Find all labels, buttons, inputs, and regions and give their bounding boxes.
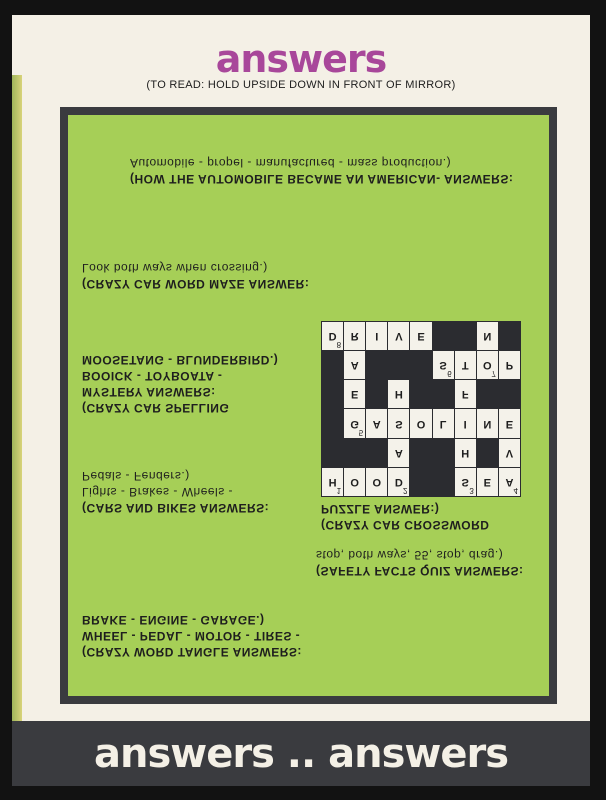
safety-answer-block [316,547,524,579]
crossword-number: 3 [469,485,474,495]
crossword-block [433,468,454,496]
crossword-heading-2: PUZZLE ANSWER:) [321,502,440,516]
crossword-cell [433,351,454,379]
crossword-block [366,351,387,379]
crossword-letter: O [416,417,426,430]
spelling-line-4: MOOSETANG - BLUNDERBIRD.) [82,353,279,367]
spelling-answer-block [82,352,278,416]
automobile-answer: Automobile - propel - manufactured - mass production.) [130,156,452,170]
crossword-block [388,351,409,379]
crossword-cell [366,468,387,496]
crossword-cell [410,409,431,437]
page-title: answers [215,37,387,81]
crossword-letter: L [439,417,447,430]
crossword-block [322,409,343,437]
crossword-letter: H [461,446,470,459]
crossword-cell [344,468,365,496]
crossword-cell [477,322,498,350]
crossword-cell [344,380,365,408]
page [12,15,590,786]
crossword-block [366,439,387,467]
crossword-letter: O [350,475,359,488]
crossword-cell [477,409,498,437]
crossword-number: 5 [358,427,364,437]
crossword-letter: D [394,475,403,488]
crossword-cell [388,322,409,350]
crossword-letter: A [505,475,514,488]
crossword-heading-1: (CRAZY CAR CROSSWORD [321,518,490,532]
page-edge-decoration [12,75,22,775]
crossword-letter: A [372,417,381,430]
crossword-block [366,380,387,408]
crossword-letter: G [350,417,359,430]
crossword-number: 6 [447,369,452,379]
crossword-letter: F [461,388,469,401]
crossword-block [455,322,476,350]
crossword-letter: A [394,446,403,459]
crossword-cell [388,439,409,467]
answers-panel [68,115,549,696]
crossword-letter: H [328,475,337,488]
crossword-cell [366,409,387,437]
bikes-line-2: Lights - Brakes - Wheels - [82,485,234,499]
crossword-letter: A [350,359,359,372]
footer-title: answers .. answers [93,731,509,777]
crossword-letter: I [375,330,379,343]
crossword-block [410,439,431,467]
crossword-cell [410,322,431,350]
crossword-letter: S [439,359,447,372]
spelling-line-1: (CRAZY CAR SPELLING [82,401,230,415]
bikes-line-3: Pedals - Fenders.) [82,469,190,483]
crossword-letter: T [461,359,469,372]
crossword-letter: H [394,388,403,401]
crossword-cell [344,322,365,350]
crossword-cell [499,468,520,496]
crossword-block [344,439,365,467]
tangle-heading: (CRAZY WORD TANGLE ANSWERS: [82,645,302,659]
crossword-cell [455,468,476,496]
crossword-cell [499,351,520,379]
crossword-grid [321,321,521,497]
tangle-line-3: BRAKE - ENGINE - GARAGE.) [82,613,265,627]
crossword-cell [455,351,476,379]
crossword-letter: E [483,475,491,488]
crossword-number: 7 [491,369,496,379]
crossword-letter: V [505,446,514,459]
answers-panel-frame [60,107,557,704]
maze-answer-block [82,260,309,292]
crossword-letter: V [395,330,403,343]
crossword-cell [388,468,409,496]
crossword-block [322,380,343,408]
crossword-number: 2 [402,485,408,495]
crossword-letter: O [483,359,492,372]
crossword-letter: O [372,475,382,488]
spelling-line-3: BOOICK - TOYBOATA - [82,369,223,383]
crossword-block [477,380,498,408]
crossword-heading-block [321,501,489,533]
crossword-cell [388,380,409,408]
crossword-letter: E [350,388,359,401]
automobile-answer-block [130,155,513,187]
crossword-block [410,468,431,496]
crossword-cell [433,409,454,437]
bikes-answer-block [82,468,269,516]
crossword-cell [344,409,365,437]
footer-band [12,721,590,786]
crossword-letter: N [483,330,492,343]
crossword-letter: S [395,417,403,430]
safety-answer: stop, both ways, 55, stop, drag.) [316,548,504,562]
crossword-letter: S [461,475,469,488]
crossword-block [322,439,343,467]
tangle-answer-block [82,612,302,660]
crossword-cell [455,439,476,467]
crossword-cell [344,351,365,379]
crossword-letter: D [328,330,337,343]
crossword-cell [477,468,498,496]
crossword-cell [455,409,476,437]
safety-heading: (SAFETY FACTS QUIZ ANSWERS: [316,564,524,578]
crossword-block [433,380,454,408]
maze-heading: (CRAZY CAR WORD MAZE ANSWER: [82,277,310,291]
page-subtitle: (TO READ: HOLD UPSIDE DOWN IN FRONT OF MIRROR) [146,79,456,91]
crossword-letter: I [463,417,467,430]
crossword-letter: P [505,359,514,372]
crossword-block [410,380,431,408]
crossword-block [477,439,498,467]
crossword-block [499,380,520,408]
crossword-letter: N [483,417,492,430]
crossword-cell [499,439,520,467]
crossword-cell [477,351,498,379]
crossword-cell [322,468,343,496]
crossword-number: 1 [336,485,342,495]
crossword-number: 8 [336,340,342,350]
spelling-line-2: MYSTERY ANSWERS: [82,385,216,399]
maze-answer: Look both ways when crossing.) [82,261,268,275]
crossword-cell [388,409,409,437]
crossword-cell [455,380,476,408]
crossword-cell [322,322,343,350]
tangle-line-2: WHEEL - PEDAL - MOTOR - TIRES - [82,629,301,643]
crossword-block [433,322,454,350]
crossword-cell [499,409,520,437]
automobile-heading: (HOW THE AUTOMOBILE BECAME AN AMERICAN- ANSWERS: [130,172,514,186]
bikes-heading: (CARS AND BIKES ANSWERS: [82,501,270,515]
crossword-letter: R [350,330,359,343]
crossword-letter: E [417,330,425,343]
crossword-block [433,439,454,467]
crossword-letter: E [505,417,514,430]
crossword-block [499,322,520,350]
crossword-number: 4 [513,485,518,495]
crossword-block [322,351,343,379]
crossword-block [410,351,431,379]
crossword-cell [366,322,387,350]
